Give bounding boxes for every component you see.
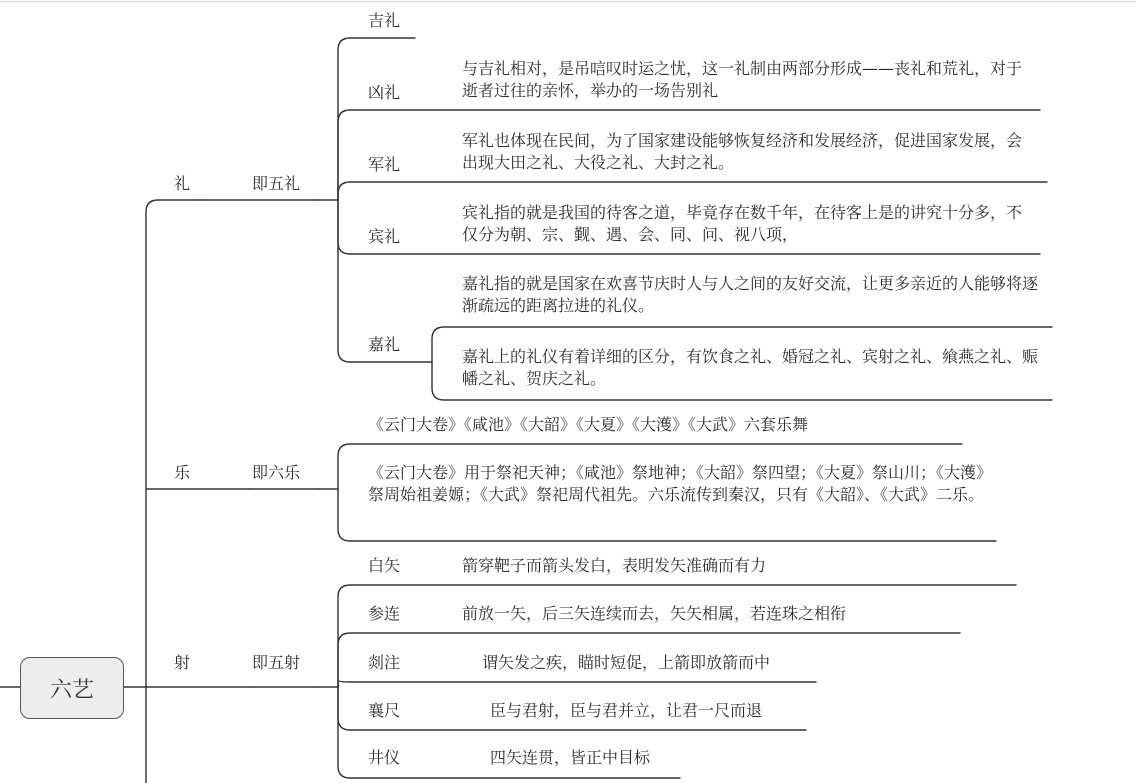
node-xiongli[interactable]: 凶礼 bbox=[368, 83, 401, 102]
branch-yue-sub[interactable]: 即六乐 bbox=[252, 463, 301, 482]
note-jingyi: 四矢连贯，皆正中目标 bbox=[490, 748, 651, 767]
node-jiali[interactable]: 嘉礼 bbox=[368, 335, 401, 354]
root-node[interactable]: 六艺 bbox=[20, 657, 124, 719]
note-baishi: 箭穿靶子而箭头发白，表明发矢准确而有力 bbox=[462, 556, 767, 575]
branch-li-sub[interactable]: 即五礼 bbox=[252, 174, 301, 193]
branch-yue[interactable]: 乐 bbox=[174, 463, 191, 482]
node-binli[interactable]: 宾礼 bbox=[368, 227, 401, 246]
node-jingyi[interactable]: 井仪 bbox=[368, 748, 401, 767]
note-xiongli: 与吉礼相对，是吊唁叹时运之忧，这一礼制由两部分形成——丧礼和荒礼，对于逝者过往的亲怀，举办的一场告别礼 bbox=[462, 59, 1023, 100]
node-yanzhu[interactable]: 剡注 bbox=[368, 653, 401, 672]
branch-li[interactable]: 礼 bbox=[174, 174, 191, 193]
node-jili[interactable]: 吉礼 bbox=[368, 11, 401, 30]
node-junli[interactable]: 军礼 bbox=[368, 155, 401, 174]
branch-she-sub[interactable]: 即五射 bbox=[252, 653, 301, 672]
node-canlian[interactable]: 参连 bbox=[368, 604, 401, 623]
note-canlian: 前放一矢，后三矢连续而去，矢矢相属，若连珠之相衔 bbox=[462, 604, 847, 623]
note-yue-2: 《云门大卷》用于祭祀天神；《咸池》祭地神；《大韶》祭四望；《大夏》祭山川；《大濩》祭周始祖姜嫄；《大武》祭祀周代祖先。六乐流传到秦汉，只有《大韶》、《大武》二乐。 bbox=[368, 463, 985, 504]
note-junli: 军礼也体现在民间，为了国家建设能够恢复经济和发展经济，促进国家发展，会出现大田之礼、大役之礼、大封之礼。 bbox=[462, 131, 1023, 172]
node-baishi[interactable]: 白矢 bbox=[368, 556, 401, 575]
note-binli: 宾礼指的就是我国的待客之道，毕竟存在数千年，在待客上是的讲究十分多，不仅分为朝、宗、觐、遇、会、同、问、视八项， bbox=[462, 203, 1023, 244]
node-xiangchi[interactable]: 襄尺 bbox=[368, 701, 401, 720]
note-yue-1: 《云门大卷》《咸池》《大韶》《大夏》《大濩》《大武》六套乐舞 bbox=[368, 415, 809, 434]
branch-she[interactable]: 射 bbox=[174, 653, 191, 672]
note-yanzhu: 谓矢发之疾，瞄时短促，上箭即放箭而中 bbox=[482, 653, 771, 672]
note-jiali-2: 嘉礼上的礼仪有着详细的区分，有饮食之礼、婚冠之礼、宾射之礼、飨燕之礼、赈幡之礼、贺庆之礼。 bbox=[462, 347, 1039, 388]
note-xiangchi: 臣与君射，臣与君并立，让君一尺而退 bbox=[490, 701, 763, 720]
note-jiali-1: 嘉礼指的就是国家在欢喜节庆时人与人之间的友好交流，让更多亲近的人能够将逐渐疏远的距离拉进的礼仪。 bbox=[462, 274, 1039, 315]
